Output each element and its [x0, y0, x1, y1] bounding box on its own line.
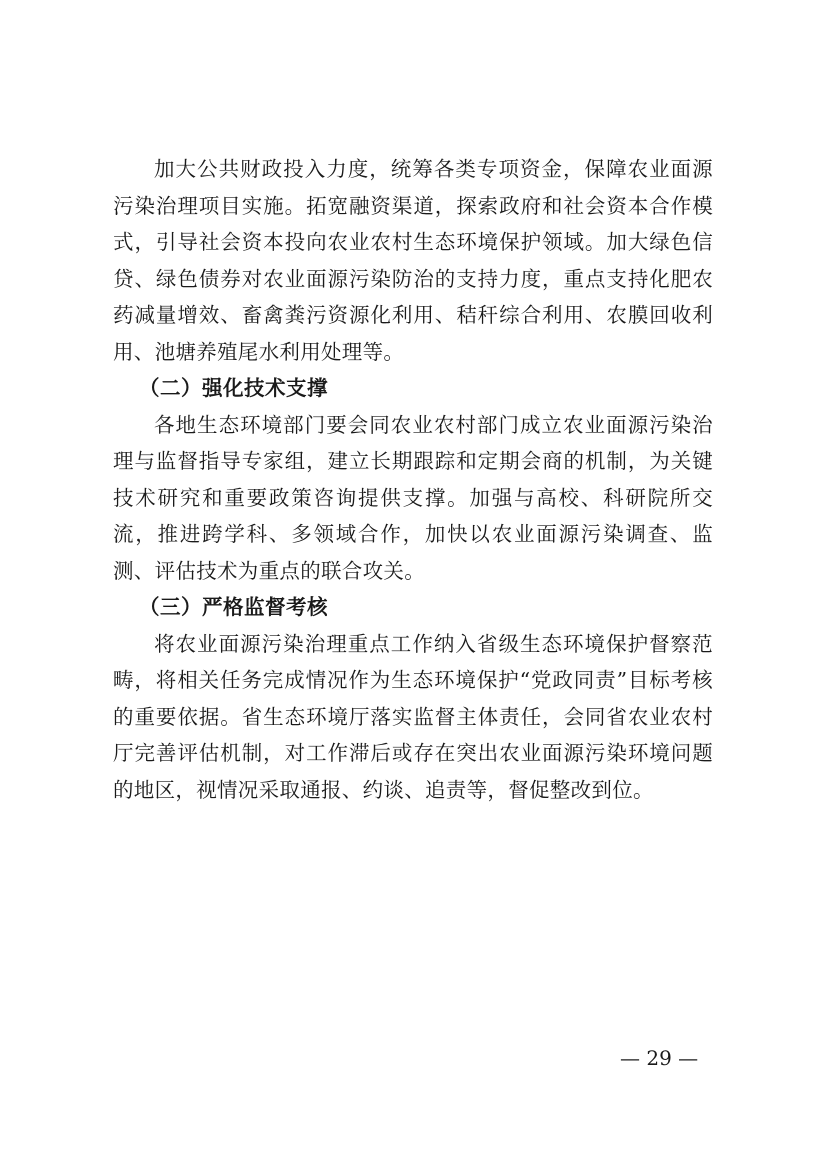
paragraph-technical-support: 各地生态环境部门要会同农业农村部门成立农业面源污染治理与监督指导专家组，建立长期跟踪和定期会商的机制，为关键技术研究和重要政策咨询提供支撑。加强与高校、科研院所交流，推进跨学科、多领域合作，加快以农业面源污染调查、监测、评估技术为重点的联合攻关。 [113, 412, 713, 583]
section-heading-technical-support: （二）强化技术支撑 [139, 376, 328, 400]
paragraph-supervision: 将农业面源污染治理重点工作纳入省级生态环境保护督察范畴，将相关任务完成情况作为生态环境保护“党政同责”目标考核的重要依据。省生态环境厅落实监督主体责任，会同省农业农村厅完善评估机制，对工作滞后或存在突出农业面源污染环境问题的地区，视情况采取通报、约谈、追责等，督促整改到位。 [113, 631, 713, 802]
page-number: — 29 — [620, 1046, 699, 1070]
section-heading-supervision: （三）严格监督考核 [139, 595, 328, 619]
paragraph-funding: 加大公共财政投入力度，统筹各类专项资金，保障农业面源污染治理项目实施。拓宽融资渠道，探索政府和社会资本合作模式，引导社会资本投向农业农村生态环境保护领域。加大绿色信贷、绿色债券对农业面源污染防治的支持力度，重点支持化肥农药减量增效、畜禽粪污资源化利用、秸秆综合利用、农膜回收利用、池塘养殖尾水利用处理等。 [113, 157, 713, 364]
document-body [113, 151, 713, 808]
